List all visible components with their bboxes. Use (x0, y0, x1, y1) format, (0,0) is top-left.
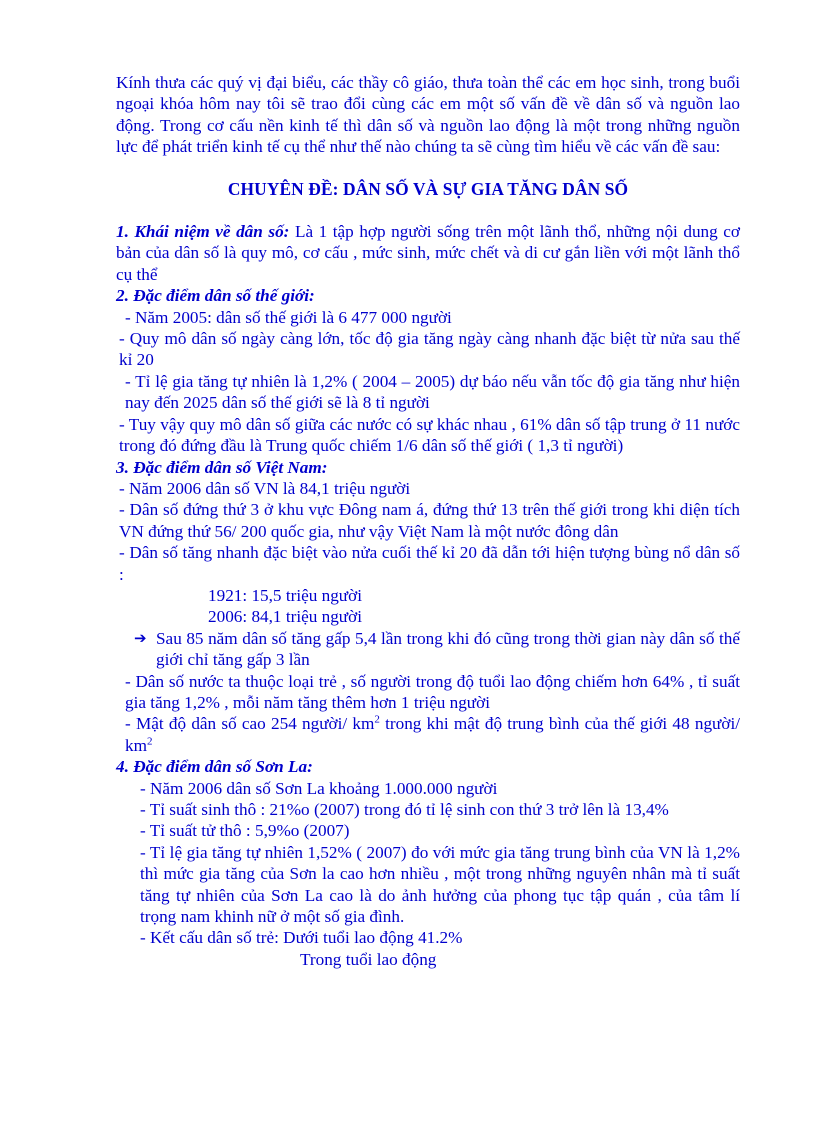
list-item: - Năm 2005: dân số thế giới là 6 477 000 người (125, 307, 452, 327)
year-line: 2006: 84,1 triệu người (208, 607, 362, 627)
section-1-paragraph (116, 221, 740, 285)
list-item: - Dân số đứng thứ 3 ở khu vực Đông nam á, đứng thứ 13 trên thế giới trong khi diện tích VN đứng thứ 56/ 200 quốc gia, như vậy Việt Nam là một nước đông dân (119, 500, 740, 541)
list-item: - Tỉ lệ gia tăng tự nhiên là 1,2% ( 2004 – 2005) dự báo nếu vẫn tốc độ gia tăng như hiện nay đến 2025 dân số thế giới sẽ là 8 tỉ người (125, 371, 740, 413)
list-item: - Tuy vậy quy mô dân số giữa các nước có sự khác nhau , 61% dân số tập trung ở 11 nước trong đó đứng đầu là Trung quốc chiếm 1/6 dân số thế giới ( 1,3 tỉ người) (119, 414, 740, 456)
year-line: 1921: 15,5 triệu người (208, 585, 362, 605)
section-4-heading: 4. Đặc điểm dân số Sơn La: (116, 757, 313, 777)
section-1-heading: 1. Khái niệm về dân số: (116, 222, 290, 242)
density-text-a: - Mật độ dân số cao 254 người/ km (125, 714, 375, 734)
arrow-conclusion (116, 628, 740, 671)
list-item-continuation: Trong tuổi lao động (300, 949, 437, 969)
section-3-heading: 3. Đặc điểm dân số Việt Nam: (116, 457, 328, 477)
list-item: - Quy mô dân số ngày càng lớn, tốc độ gia tăng ngày càng nhanh đặc biệt từ nửa sau thế kỉ 20 (119, 329, 740, 370)
superscript: 2 (374, 713, 380, 726)
density-text-b: trong khi mật độ trung bình của thế giới 48 người/ km (125, 714, 740, 755)
section-1-text: Là 1 tập hợp người sống trên một lãnh thổ, những nội dung cơ bản của dân số là quy mô, cơ cấu , mức sinh, mức chết và di cư gắn liền với một lãnh thổ cụ thể (116, 222, 741, 284)
section-2-heading: 2. Đặc điểm dân số thế giới: (116, 286, 315, 306)
list-item: - Kết cấu dân số trẻ: Dưới tuổi lao động 41.2% (140, 928, 463, 948)
document-title: CHUYÊN ĐỀ: DÂN SỐ VÀ SỰ GIA TĂNG DÂN SỐ (227, 178, 629, 199)
superscript: 2 (146, 735, 153, 748)
intro-paragraph: Kính thưa các quý vị đại biểu, các thầy cô giáo, thưa toàn thể các em học sinh, trong buổi ngoại khóa hôm nay tôi sẽ trao đổi cùng các em một số vấn đề về dân số và nguồn lao động. Trong cơ cấu nền kinh tế thì dân số và nguồn lao động là một trong những nguồn lực để phát triển kinh tế cụ thể như thế nào chúng ta sẽ cùng tìm hiểu về các vấn đề sau: (116, 73, 740, 157)
list-item: - Năm 2006 dân số Sơn La khoảng 1.000.000 người (140, 778, 498, 798)
list-item: - Tỉ suất tử thô : 5,9%o (2007) (140, 821, 350, 841)
document-page (116, 72, 740, 970)
arrow-conclusion-text: Sau 85 năm dân số tăng gấp 5,4 lần trong khi đó cũng trong thời gian này dân số thế giới chỉ tăng gấp 3 lần (156, 628, 740, 670)
list-item: - Năm 2006 dân số VN là 84,1 triệu người (119, 478, 411, 498)
right-arrow-icon: ➔ (134, 628, 147, 647)
list-item: - Dân số tăng nhanh đặc biệt vào nửa cuối thế kỉ 20 đã dẫn tới hiện tượng bùng nổ dân số : (119, 543, 740, 584)
list-item: - Dân số nước ta thuộc loại trẻ , số người trong độ tuổi lao động chiếm hơn 64% , tỉ suất gia tăng 1,2% , mỗi năm tăng thêm hơn 1 triệu người (125, 671, 740, 712)
list-item: - Tỉ lệ gia tăng tự nhiên 1,52% ( 2007) đo với mức gia tăng trung bình của VN là 1,2% thì mức gia tăng của Sơn la cao hơn nhiều , một trong những nguyên nhân mà tỉ suất tăng tự nhiên của Sơn La cao là do ảnh hưởng của phong tục tập quán , của tâm lí trọng nam khinh nữ ở một số gia đình. (140, 842, 740, 927)
density-item (116, 713, 740, 756)
list-item: - Tỉ suất sinh thô : 21%o (2007) trong đó tỉ lệ sinh con thứ 3 trở lên là 13,4% (140, 800, 669, 819)
